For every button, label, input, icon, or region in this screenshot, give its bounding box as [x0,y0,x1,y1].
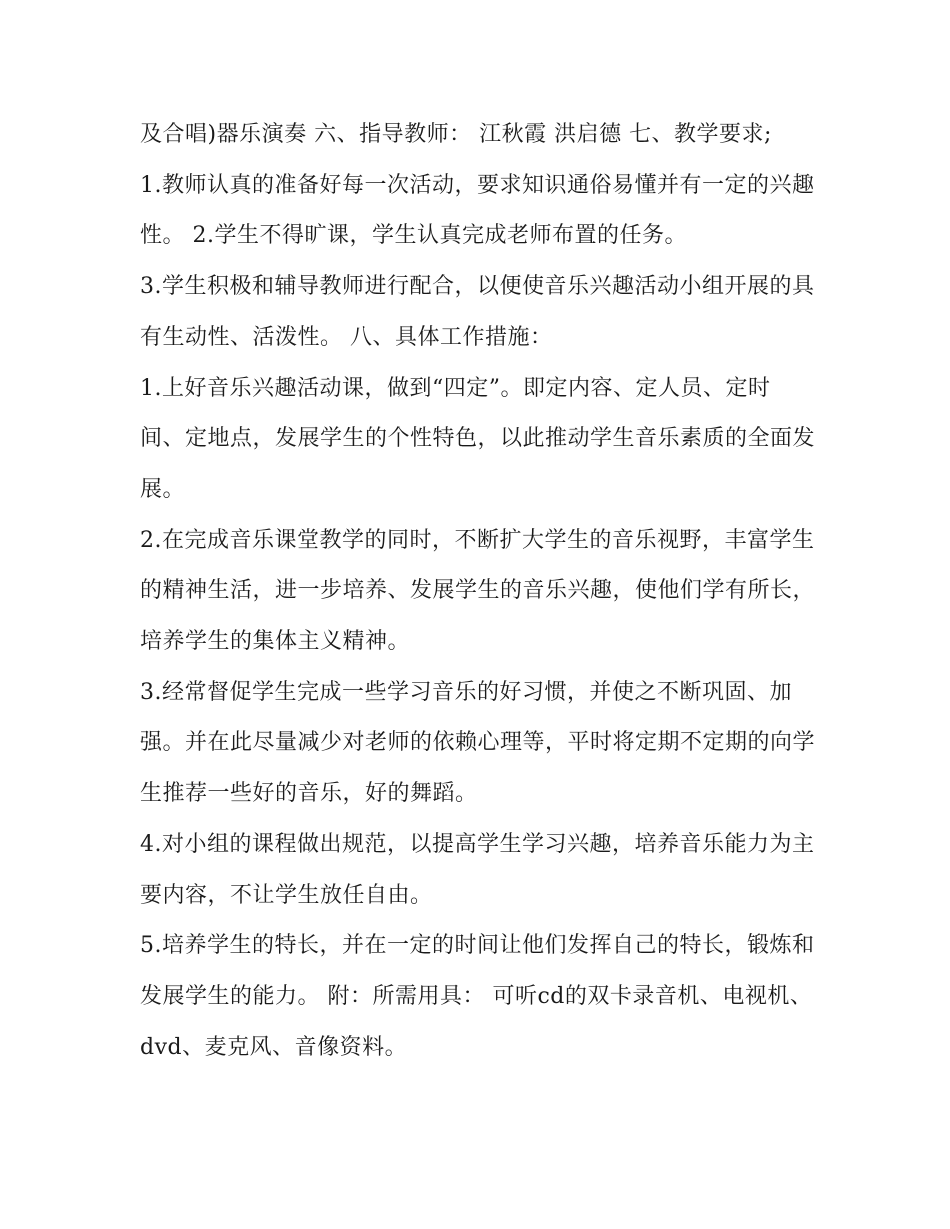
paragraph-5: 2.在完成音乐课堂教学的同时，不断扩大学生的音乐视野，丰富学生的精神生活，进一步培养、发展学生的音乐兴趣，使他们学有所长，培养学生的集体主义精神。 [140,527,816,655]
paragraph-6: 3.经常督促学生完成一些学习音乐的好习惯，并使之不断巩固、加强。并在此尽量减少对老师的依赖心理等，平时将定期不定期的向学生推荐一些好的音乐，好的舞蹈。 [140,679,816,807]
paragraph-2: 1.教师认真的准备好每一次活动，要求知识通俗易懂并有一定的兴趣性。 2.学生不得旷课，学生认真完成老师布置的任务。 [140,172,815,249]
paragraph-4: 1.上好音乐兴趣活动课，做到“四定”。即定内容、定人员、定时间、定地点，发展学生的个性特色，以此推动学生音乐素质的全面发展。 [140,375,816,502]
paragraph-8: 5.培养学生的特长，并在一定的时间让他们发挥自己的特长，锻炼和发展学生的能力。 附：所需用具： 可听cd的双卡录音机、电视机、dvd、麦克风、音像资料。 [140,933,815,1060]
paragraph-1: 及合唱)器乐演奏 六、指导教师： 江秋霞 洪启德 七、教学要求; [140,122,772,147]
paragraph-3: 3.学生积极和辅导教师进行配合，以便使音乐兴趣活动小组开展的具有生动性、活泼性。 八、具体工作措施： [140,274,815,350]
document-body [140,110,815,1073]
paragraph-7: 4.对小组的课程做出规范，以提高学生学习兴趣，培养音乐能力为主要内容，不让学生放任自由。 [140,831,815,908]
